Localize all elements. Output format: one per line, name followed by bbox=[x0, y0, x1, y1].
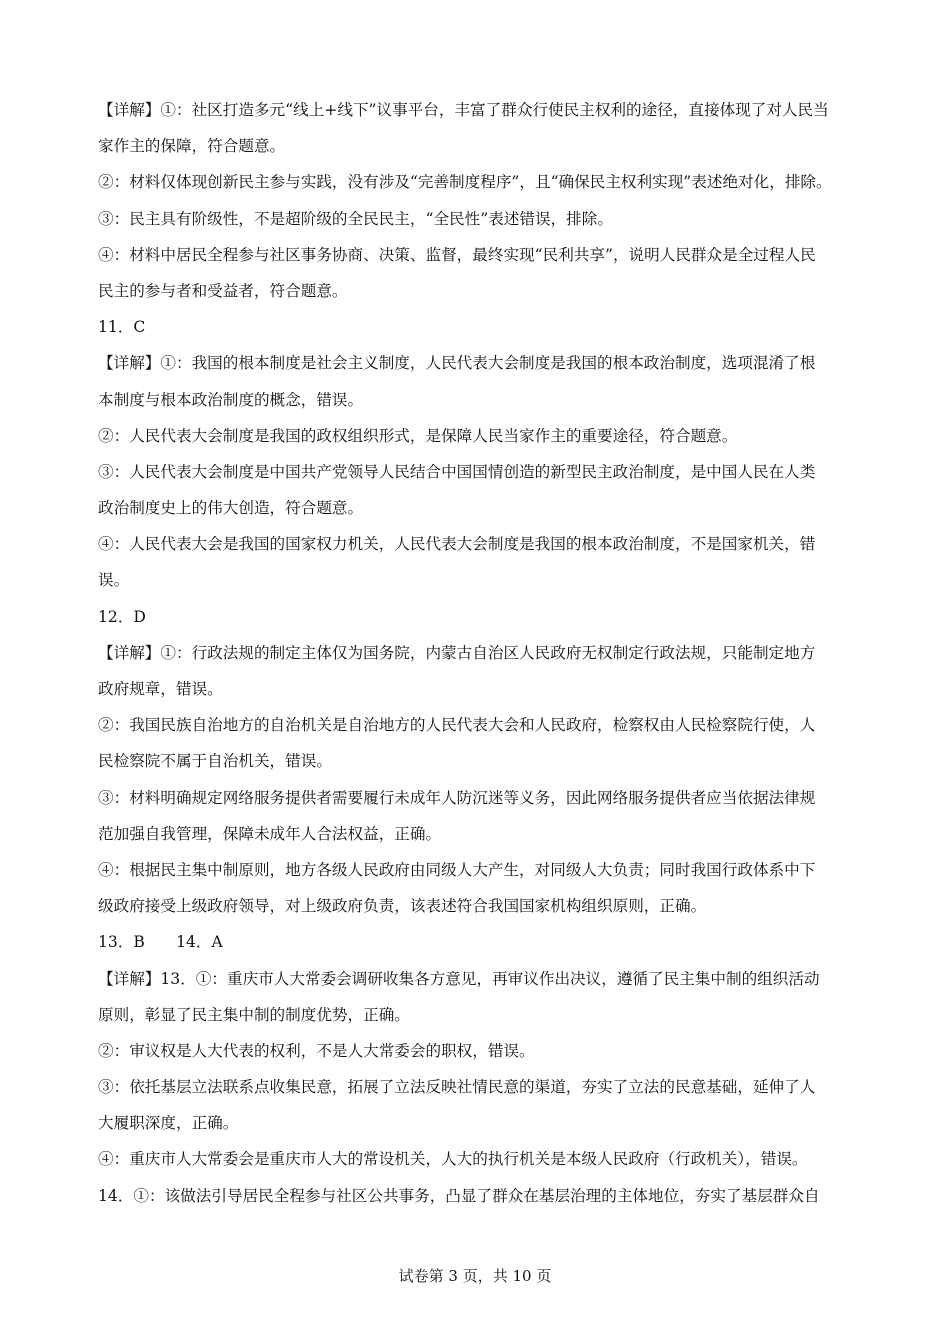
text-line: 政府规章，错误。 bbox=[98, 680, 223, 698]
text-line: 【详解】①：我国的根本制度是社会主义制度，人民代表大会制度是我国的根本政治制度，选项混淆了根 bbox=[98, 354, 816, 373]
text-line: 13．B 14．A bbox=[98, 933, 223, 952]
text-line: 【详解】①：社区打造多元“线上+线下”议事平台，丰富了群众行使民主权利的途径，直接体现了对人民当 bbox=[98, 101, 829, 119]
text-line: ②：我国民族自治地方的自治机关是自治地方的人民代表大会和人民政府，检察权由人民检察院行使，人 bbox=[98, 716, 816, 735]
text-line: 误。 bbox=[98, 571, 130, 590]
text-line: 12．D bbox=[98, 607, 146, 626]
page-footer: 试卷第 3 页，共 10 页 bbox=[398, 1267, 552, 1285]
text-line: 14．①：该做法引导居民全程参与社区公共事务，凸显了群众在基层治理的主体地位，夯实了基层群众自 bbox=[98, 1186, 820, 1205]
text-line: 本制度与根本政治制度的概念，错误。 bbox=[98, 390, 364, 409]
text-line: 【详解】①：行政法规的制定主体仅为国务院，内蒙古自治区人民政府无权制定行政法规，只能制定地方 bbox=[98, 643, 816, 662]
text-line: 政治制度史上的伟大创造，符合题意。 bbox=[98, 499, 364, 518]
text-line: ③：材料明确规定网络服务提供者需要履行未成年人防沉迷等义务，因此网络服务提供者应当依据法律规 bbox=[98, 788, 816, 807]
text-line: ④：重庆市人大常委会是重庆市人大的常设机关，人大的执行机关是本级人民政府（行政机关），错误。 bbox=[98, 1150, 808, 1169]
text-line: ③：民主具有阶级性，不是超阶级的全民民主，“全民性”表述错误，排除。 bbox=[98, 209, 613, 228]
page-body bbox=[98, 92, 860, 1214]
text-line: 【详解】13．①：重庆市人大常委会调研收集各方意见，再审议作出决议，遵循了民主集中制的组织活动 bbox=[98, 969, 820, 988]
text-line: 家作主的保障，符合题意。 bbox=[98, 137, 286, 156]
text-line: 民主的参与者和受益者，符合题意。 bbox=[98, 281, 348, 300]
text-line: ④：人民代表大会是我国的国家权力机关，人民代表大会制度是我国的根本政治制度，不是国家机关，错 bbox=[98, 535, 816, 554]
text-line: ④：根据民主集中制原则，地方各级人民政府由同级人大产生，对同级人大负责；同时我国行政体系中下 bbox=[98, 860, 816, 879]
text-line: ②：审议权是人大代表的权利，不是人大常委会的职权，错误。 bbox=[98, 1041, 535, 1060]
text-line: 民检察院不属于自治机关，错误。 bbox=[98, 752, 332, 771]
text-line: 级政府接受上级政府领导，对上级政府负责，该表述符合我国国家机构组织原则，正确。 bbox=[98, 897, 707, 916]
text-line: ②：人民代表大会制度是我国的政权组织形式，是保障人民当家作主的重要途径，符合题意。 bbox=[98, 426, 738, 445]
text-line: ④：材料中居民全程参与社区事务协商、决策、监督，最终实现“民利共享”，说明人民群众是全过程人民 bbox=[98, 245, 816, 264]
text-line: 原则，彰显了民主集中制的制度优势，正确。 bbox=[98, 1005, 410, 1024]
text-line: ③：依托基层立法联系点收集民意，拓展了立法反映社情民意的渠道，夯实了立法的民意基础，延伸了人 bbox=[98, 1078, 816, 1097]
text-line: ②：材料仅体现创新民主参与实践，没有涉及“完善制度程序”，且“确保民主权利实现”表述绝对化，排除。 bbox=[98, 173, 832, 192]
text-line: ③：人民代表大会制度是中国共产党领导人民结合中国国情创造的新型民主政治制度，是中国人民在人类 bbox=[98, 462, 816, 481]
text-line: 11．C bbox=[98, 318, 146, 337]
text-line: 大履职深度，正确。 bbox=[98, 1114, 239, 1133]
text-line: 范加强自我管理，保障未成年人合法权益，正确。 bbox=[98, 824, 442, 843]
